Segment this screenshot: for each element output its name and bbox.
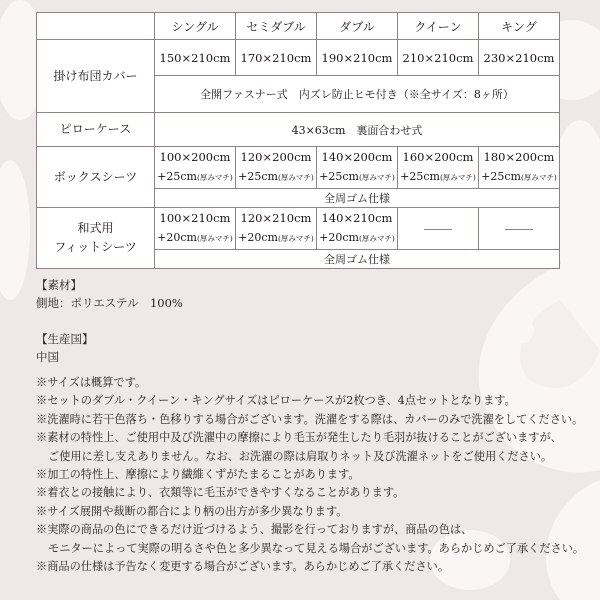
duvet-size-double: 190×210cm (317, 40, 398, 76)
table-row-duvet (37, 40, 560, 76)
box-sheet-depth: +25cm(厚みマチ) (238, 170, 314, 183)
note-line: ※商品の仕様は予告なく変更する場合がございます。あらかじめご了承ください。 (36, 560, 450, 574)
box-sheet-dimension: 100×200cm (159, 150, 231, 164)
note-line: ※加工の特性上、摩擦により繊維くずがたまることがあります。 (36, 468, 360, 482)
note-line: ※実際の商品の色にできるだけ近づけるよう、撮影を行っておりますが、商品の色は、 (36, 523, 473, 537)
size-spec-table (36, 12, 560, 269)
fit-sheet-dimension: 100×210cm (159, 211, 231, 225)
note-line: ※着衣との接触により、衣類等に毛玉ができやすくなることがあります。 (36, 486, 405, 500)
box-sheet-size-king (479, 147, 560, 189)
duvet-size-single: 150×210cm (155, 40, 236, 76)
fit-sheet-size-single (155, 208, 236, 250)
row-label-duvet: 掛け布団カバー (37, 40, 155, 113)
note-line: ※サイズは概算です。 (36, 376, 147, 389)
table-row-box-sheet (37, 147, 560, 189)
not-available-dash (505, 229, 533, 230)
header-corner-cell (37, 13, 155, 40)
row-label-fit-sheet: 和式用 フィットシーツ (37, 208, 155, 269)
header-double: ダブル (317, 13, 398, 40)
duvet-size-queen: 210×210cm (398, 40, 479, 76)
pillow-spec-note: 43×63cm 裏面合わせ式 (155, 113, 560, 147)
box-sheet-depth: +25cm(厚みマチ) (157, 170, 233, 183)
header-king: キング (479, 13, 560, 40)
fit-sheet-dimension: 120×210cm (240, 211, 312, 225)
table-row-pillow (37, 113, 560, 147)
box-sheet-size-single (155, 147, 236, 189)
box-sheet-depth: +25cm(厚みマチ) (319, 170, 395, 183)
notes-section (36, 374, 584, 576)
note-line: ※サイズ展開や裁断の都合により柄の出方が多少異なります。 (36, 504, 348, 518)
not-available-dash (424, 229, 452, 230)
header-single: シングル (155, 13, 236, 40)
fit-sheet-size-king-na (479, 208, 560, 250)
row-label-box-sheet: ボックスシーツ (37, 147, 155, 208)
box-sheet-spec-note: 全周ゴム仕様 (155, 189, 560, 208)
duvet-size-semi-double: 170×210cm (236, 40, 317, 76)
material-section (36, 276, 183, 312)
fit-sheet-size-semi-double (236, 208, 317, 250)
note-line: ※洗濯時に若干色落ち・色移りする場合がございます。洗濯をする際は、カバーのみで洗濯をしてください。 (36, 412, 584, 426)
box-sheet-size-semi-double (236, 147, 317, 189)
box-sheet-dimension: 140×200cm (321, 150, 393, 164)
box-sheet-dimension: 160×200cm (402, 150, 474, 164)
note-line: モニターによって実際の明るさや色と多少異なって見える場合がございます。あらかじめご了承ください。 (48, 541, 585, 555)
row-label-pillow: ピローケース (37, 113, 155, 147)
material-text: 側地：ポリエステル 100% (36, 296, 183, 311)
box-sheet-dimension: 120×200cm (240, 150, 312, 164)
box-sheet-size-queen (398, 147, 479, 189)
fit-sheet-depth: +20cm(厚みマチ) (319, 231, 395, 244)
duvet-spec-note: 全開ファスナー式 内ズレ防止ヒモ付き（※全サイズ：8ヶ所） (155, 76, 560, 113)
note-line: ご使用に差し支えありません。なお、お洗濯の際は肩取りネット及び洗濯ネットをご使用ください。 (48, 449, 553, 463)
table-row-fit-sheet (37, 208, 560, 250)
fit-sheet-spec-note: 全周ゴム仕様 (155, 250, 560, 269)
origin-section (36, 330, 94, 366)
fit-sheet-size-double (317, 208, 398, 250)
table-header-row (37, 13, 560, 40)
fit-sheet-dimension: 140×210cm (321, 211, 393, 225)
material-heading: 【素材】 (36, 278, 82, 292)
header-queen: クイーン (398, 13, 479, 40)
header-semi-double: セミダブル (236, 13, 317, 40)
box-sheet-dimension: 180×200cm (483, 150, 555, 164)
note-line: ※セットのダブル・クイーン・キングサイズはピローケースが2枚つき、4点セットとなります。 (36, 394, 516, 408)
fit-sheet-size-queen-na (398, 208, 479, 250)
origin-heading: 【生産国】 (36, 332, 94, 346)
box-sheet-size-double (317, 147, 398, 189)
origin-text: 中国 (36, 350, 59, 365)
box-sheet-depth: +25cm(厚みマチ) (400, 170, 476, 183)
fit-sheet-depth: +20cm(厚みマチ) (238, 231, 314, 244)
note-line: ※素材の特性上、ご使用中及び洗濯中の摩擦により毛玉が発生したり毛羽が抜けることがございますが、 (36, 431, 562, 445)
fit-sheet-depth: +20cm(厚みマチ) (157, 231, 233, 244)
duvet-size-king: 230×210cm (479, 40, 560, 76)
box-sheet-depth: +25cm(厚みマチ) (481, 170, 557, 183)
